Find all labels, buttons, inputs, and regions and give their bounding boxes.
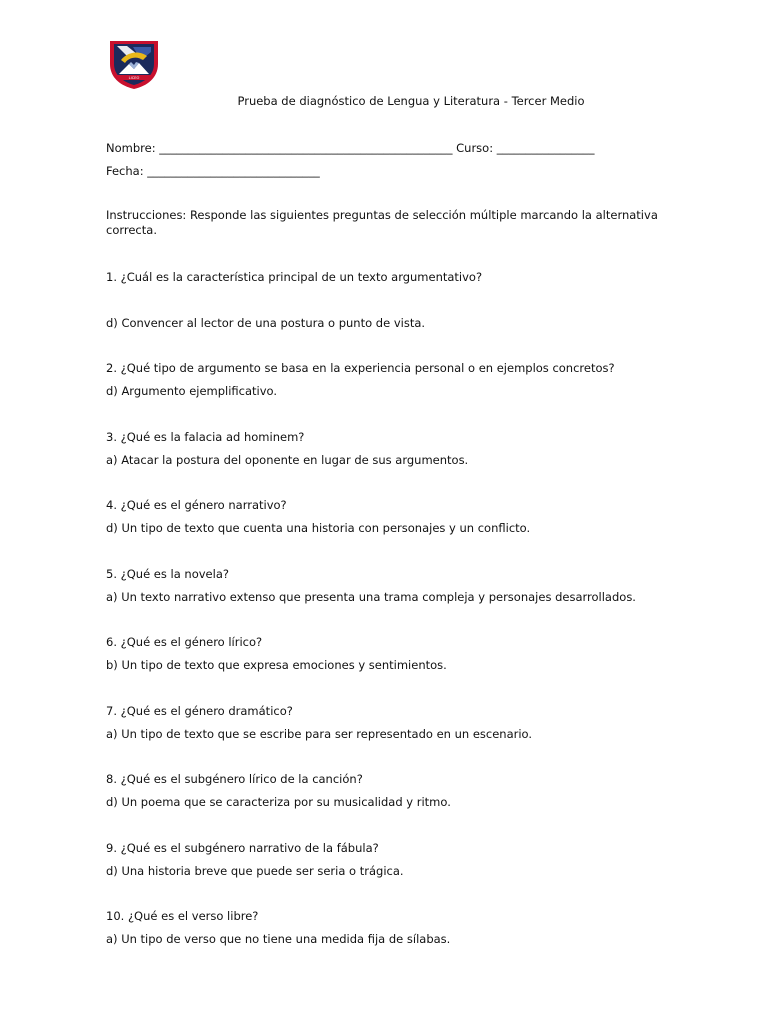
answer-text: a) Un tipo de texto que se escribe para ser representado en un escenario. [106, 727, 533, 741]
question-text: 9. ¿Qué es el subgénero narrativo de la fábula? [106, 841, 379, 855]
question-text: 2. ¿Qué tipo de argumento se basa en la experiencia personal o en ejemplos concretos? [106, 361, 615, 375]
question-text: 10. ¿Qué es el verso libre? [106, 909, 259, 923]
answer-text: d) Un poema que se caracteriza por su musicalidad y ritmo. [106, 795, 451, 809]
answer-text: a) Atacar la postura del oponente en lugar de sus argumentos. [106, 453, 469, 467]
answer-text: d) Argumento ejemplificativo. [106, 384, 278, 398]
date-line: Fecha: ______________________________ [106, 164, 320, 178]
school-crest-logo [107, 38, 161, 90]
answer-text: b) Un tipo de texto que expresa emociones y sentimientos. [106, 658, 447, 672]
question-text: 4. ¿Qué es el género narrativo? [106, 498, 287, 512]
question-text: 8. ¿Qué es el subgénero lírico de la canción? [106, 772, 363, 786]
answer-text: a) Un tipo de verso que no tiene una medida fija de sílabas. [106, 932, 451, 946]
name-course-line: Nombre: ___________________________________________________ Curso: _________________ [106, 141, 595, 155]
answer-text: a) Un texto narrativo extenso que presenta una trama compleja y personajes desarrollados. [106, 590, 636, 604]
answer-text: d) Convencer al lector de una postura o punto de vista. [106, 316, 426, 330]
question-text: 6. ¿Qué es el género lírico? [106, 635, 263, 649]
instructions-text: Instrucciones: Responde las siguientes preguntas de selección múltiple marcando la alternativa correcta. [106, 208, 658, 237]
question-text: 3. ¿Qué es la falacia ad hominem? [106, 430, 305, 444]
answer-text: d) Un tipo de texto que cuenta una historia con personajes y un conflicto. [106, 521, 531, 535]
question-text: 1. ¿Cuál es la característica principal de un texto argumentativo? [106, 270, 483, 284]
question-text: 7. ¿Qué es el género dramático? [106, 704, 293, 718]
page-title: Prueba de diagnóstico de Lengua y Literatura - Tercer Medio [237, 94, 585, 108]
question-text: 5. ¿Qué es la novela? [106, 567, 229, 581]
svg-text:LICEO: LICEO [128, 76, 140, 80]
answer-text: d) Una historia breve que puede ser seria o trágica. [106, 864, 404, 878]
